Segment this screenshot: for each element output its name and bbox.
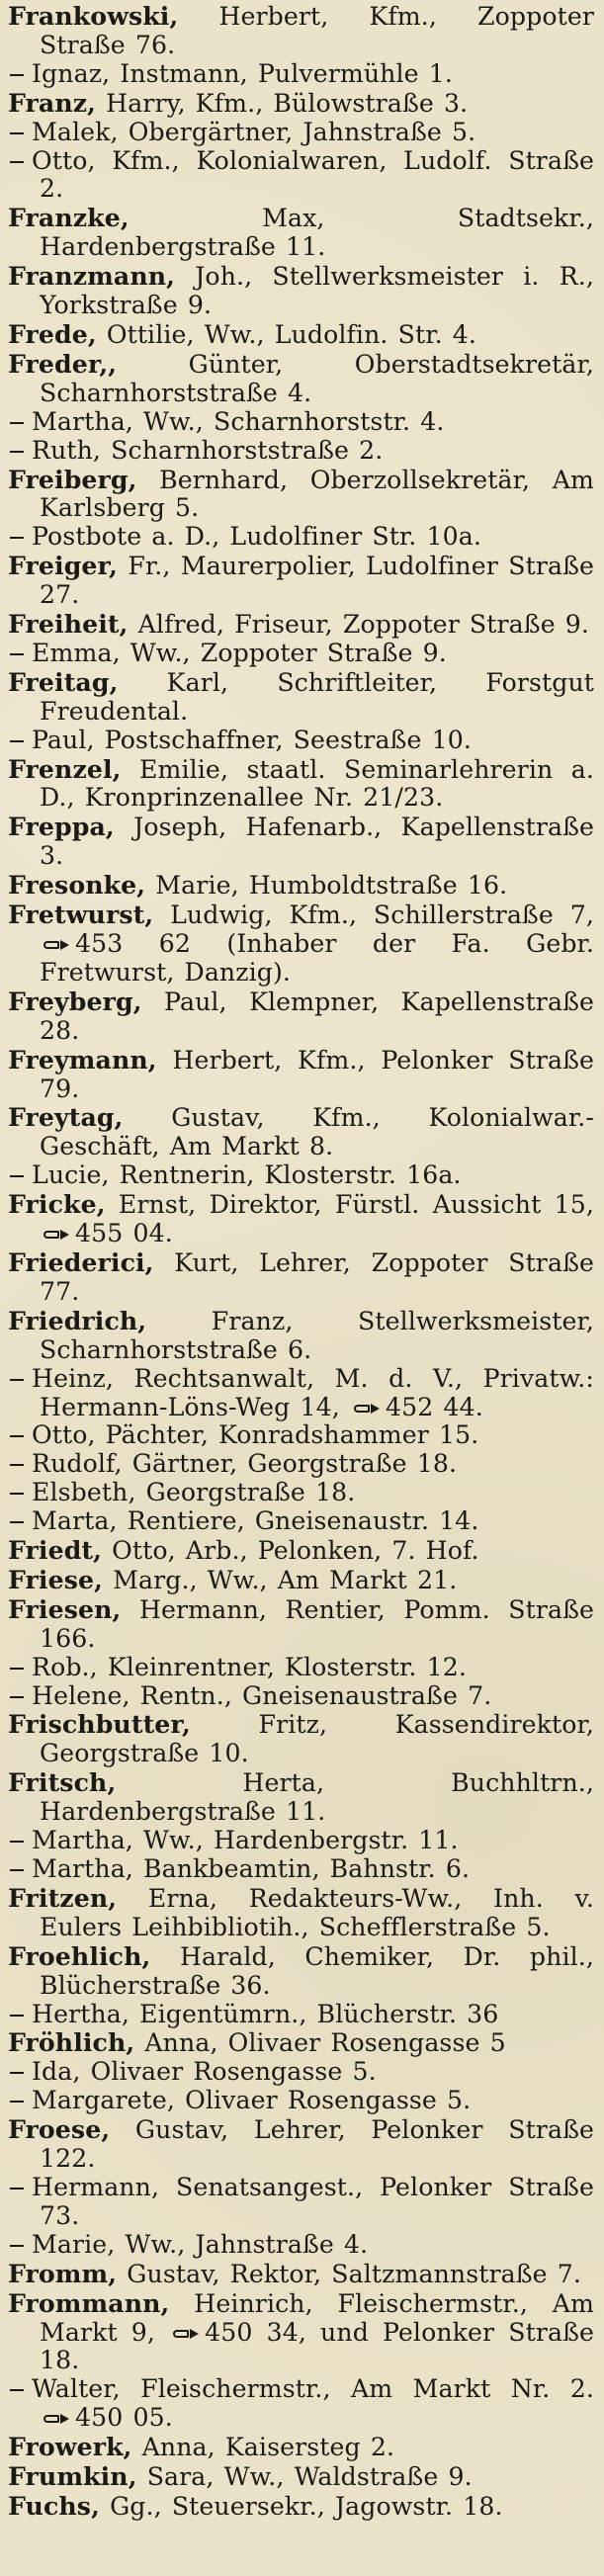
entry-surname: Froese,: [8, 2114, 111, 2145]
directory-entry: [8, 901, 594, 987]
directory-entry: [8, 350, 594, 408]
ditto-dash: [10, 1841, 24, 1843]
entry-surname: Fricke,: [8, 1189, 106, 1220]
entry-details: Hertha, Eigentümrn., Blücherstr. 36: [32, 1999, 499, 2028]
ditto-dash: [10, 2072, 24, 2074]
entry-details: Herta, Buchhltrn., Hardenbergstraße 11.: [40, 1768, 594, 1827]
ditto-dash: [10, 1696, 24, 1698]
entry-details: Walter, Fleischermstr., Am Markt Nr. 2.: [32, 2374, 594, 2404]
directory-entry: [8, 1942, 594, 2001]
directory-entry: [8, 610, 594, 640]
entry-surname: Friedrich,: [8, 1305, 147, 1335]
entry-details: Marie, Ww., Jahnstraße 4.: [32, 2229, 369, 2259]
entry-surname: Frankowski,: [8, 1, 179, 31]
directory-entry: [8, 2001, 594, 2029]
telephone-icon: [354, 1402, 380, 1416]
entry-details: Hermann, Rentier, Pomm. Straße 166.: [40, 1594, 595, 1653]
directory-entry: [8, 1566, 594, 1595]
directory-entry: [8, 408, 594, 437]
directory-entry: [8, 2260, 594, 2289]
ditto-dash: [10, 740, 24, 742]
directory-entry: [8, 1827, 594, 1855]
ditto-dash: [10, 451, 24, 453]
directory-entry: [8, 987, 594, 1046]
entry-details: Sara, Ww., Waldstraße 9.: [146, 2462, 473, 2492]
entry-surname: Frischbutter,: [8, 1709, 191, 1740]
directory-entry: [8, 1710, 594, 1768]
directory-entry: [8, 1595, 594, 1654]
entry-details: Anna, Olivaer Rosengasse 5: [144, 2028, 506, 2058]
directory-entry: [8, 320, 594, 350]
entry-details: Heinz, Rechtsanwalt, M. d. V., Privatw.: Hermann-Löns-Weg 14,: [32, 1363, 594, 1421]
directory-entry: [8, 2231, 594, 2260]
directory-entry: [8, 2028, 594, 2058]
ditto-dash: [10, 2015, 24, 2017]
entry-surname: Freytag,: [8, 1102, 124, 1133]
entry-details: Alfred, Friseur, Zoppoter Straße 9.: [137, 610, 590, 640]
entry-surname: Fritzen,: [8, 1882, 118, 1913]
entry-details: Margarete, Olivaer Rosengasse 5.: [32, 2086, 472, 2115]
telephone-icon: [43, 2412, 69, 2426]
entry-surname: Franzmann,: [8, 261, 176, 292]
telephone-icon: [43, 938, 69, 952]
entry-surname: Frowerk,: [8, 2432, 132, 2462]
entry-details: Marta, Rentiere, Gneisenaustr. 14.: [32, 1506, 479, 1536]
entry-surname: Fromm,: [8, 2258, 118, 2288]
directory-entry: [8, 755, 594, 814]
directory-entry: [8, 2115, 594, 2174]
entry-details: Ruth, Scharnhorststraße 2.: [32, 435, 384, 465]
entry-surname: Fröhlich,: [8, 2027, 135, 2058]
entry-surname: Franz,: [8, 87, 97, 118]
entry-surname: Frede,: [8, 318, 97, 349]
entry-details: Gustav, Rektor, Saltzmannstraße 7.: [127, 2259, 581, 2288]
directory-entry: [8, 1682, 594, 1711]
ditto-dash: [10, 1869, 24, 1871]
entry-details: Karl, Schriftleiter, Forstgut Freudental.: [40, 667, 594, 726]
entry-surname: Fretwurst,: [8, 900, 154, 930]
entry-phone: 450 05.: [75, 2403, 173, 2433]
directory-entry: [8, 1365, 594, 1422]
directory-entry: [8, 727, 594, 755]
entry-surname: Freiger,: [8, 551, 118, 581]
ditto-dash: [10, 1521, 24, 1523]
directory-entry: [8, 1507, 594, 1536]
directory-entry: [8, 2462, 594, 2492]
directory-entry: [8, 1190, 594, 1248]
directory-entry: [8, 2375, 594, 2433]
directory-entry: [8, 1161, 594, 1190]
directory-entry: [8, 1855, 594, 1884]
ditto-dash: [10, 1668, 24, 1670]
entry-details-continued: (Inhaber der Fa. Gebr. Fretwurst, Danzig).: [40, 929, 595, 987]
directory-entry: [8, 89, 594, 119]
ditto-dash: [10, 1435, 24, 1437]
directory-entry: [8, 1450, 594, 1479]
entry-details: Ottilie, Ww., Ludolfin. Str. 4.: [106, 319, 477, 349]
entry-details: Ludwig, Kfm., Schillerstraße 7,: [170, 901, 594, 930]
directory-entry: [8, 668, 594, 727]
directory-entry: [8, 1046, 594, 1104]
entry-details: Martha, Bankbeamtin, Bahnstr. 6.: [32, 1854, 471, 1883]
entry-details: Harald, Chemiker, Dr. phil., Blücherstraße 36.: [40, 1941, 595, 2000]
entry-details: Lucie, Rentnerin, Klosterstr. 16a.: [32, 1160, 462, 1190]
entry-details: Anna, Kaisersteg 2.: [141, 2433, 395, 2462]
entry-details: Hermann, Senatsangest., Pelonker Straße 73.: [32, 2172, 594, 2230]
entry-surname: Frommann,: [8, 2287, 170, 2318]
entry-surname: Freiberg,: [8, 464, 137, 494]
entry-details: Martha, Ww., Hardenbergstr. 11.: [32, 1826, 459, 1855]
directory-entry: [8, 204, 594, 262]
directory-entry: [8, 2, 594, 60]
ditto-dash: [10, 653, 24, 655]
ditto-dash: [10, 74, 24, 76]
entry-details: Elsbeth, Georgstraße 18.: [32, 1478, 356, 1507]
entry-details: Emma, Ww., Zoppoter Straße 9.: [32, 638, 447, 667]
directory-entry: [8, 437, 594, 466]
directory-entry: [8, 640, 594, 668]
directory-entry: [8, 1421, 594, 1450]
entry-details: Otto, Arb., Pelonken, 7. Hof.: [112, 1536, 479, 1566]
entry-surname: Friesen,: [8, 1593, 122, 1624]
entry-surname: Friedt,: [8, 1535, 103, 1566]
entry-details: Ignaz, Instmann, Pulvermühle 1.: [32, 58, 453, 88]
entry-details: Max, Stadtsekr., Hardenbergstraße 11.: [40, 204, 594, 262]
directory-entry: [8, 1103, 594, 1161]
ditto-dash: [10, 2101, 24, 2103]
ditto-dash: [10, 2389, 24, 2391]
entry-details: Marg., Ww., Am Markt 21.: [113, 1565, 458, 1594]
entry-details: Gustav, Lehrer, Pelonker Straße 122.: [40, 2115, 595, 2174]
directory-entry: [8, 552, 594, 610]
entry-details-continued: und Pelonker Straße 18.: [40, 2317, 595, 2375]
entry-phone: 452 44.: [385, 1392, 483, 1421]
directory-entry: [8, 60, 594, 89]
directory-entry: [8, 119, 594, 147]
entry-details: Herbert, Kfm., Zoppoter Straße 76.: [40, 2, 595, 59]
entry-details: Herbert, Kfm., Pelonker Straße 79.: [40, 1045, 595, 1103]
entry-details: Bernhard, Oberzollsekretär, Am Karlsberg 5.: [40, 465, 594, 523]
directory-entry: [8, 1654, 594, 1682]
ditto-dash: [10, 1493, 24, 1495]
entry-surname: Froehlich,: [8, 1940, 151, 1971]
directory-entry: [8, 813, 594, 871]
directory-entry: [8, 1884, 594, 1942]
directory-entry: [8, 147, 594, 205]
directory-entry: [8, 1248, 594, 1307]
entry-details: Malek, Obergärtner, Jahnstraße 5.: [32, 117, 476, 146]
entry-phone: 453 62: [75, 929, 192, 958]
entry-details: Rob., Kleinrentner, Klosterstr. 12.: [32, 1652, 467, 1681]
entry-details: Gg., Steuersekr., Jagowstr. 18.: [110, 2491, 503, 2521]
ditto-dash: [10, 2245, 24, 2247]
entry-details: Helene, Rentn., Gneisenaustraße 7.: [32, 1680, 492, 1710]
ditto-dash: [10, 1175, 24, 1177]
entry-surname: Friese,: [8, 1564, 103, 1594]
entry-surname: Freymann,: [8, 1044, 157, 1074]
directory-entry: [8, 1307, 594, 1365]
ditto-dash: [10, 1464, 24, 1466]
directory-entry: [8, 2492, 594, 2522]
directory-entry: [8, 1479, 594, 1507]
entry-details: Ernst, Direktor, Fürstl. Aussicht 15,: [118, 1190, 595, 1220]
entry-surname: Fuchs,: [8, 2490, 100, 2521]
entry-details: Joh., Stellwerksmeister i. R., Yorkstraße 9.: [40, 262, 595, 320]
entry-details: Paul, Postschaffner, Seestraße 10.: [32, 725, 472, 754]
directory-entry: [8, 2087, 594, 2115]
entry-phone: 450 34,: [205, 2317, 306, 2347]
ditto-dash: [10, 422, 24, 424]
entry-details: Joseph, Hafenarb., Kapellenstraße 3.: [40, 813, 595, 871]
ditto-dash: [10, 537, 24, 539]
entry-details: Fr., Maurerpolier, Ludolfiner Straße 27.: [40, 552, 595, 610]
entry-details: Erna, Redakteurs-Ww., Inh. v. Eulers Leihbibliotih., Schefflerstraße 5.: [40, 1883, 594, 1941]
entry-surname: Fritsch,: [8, 1767, 117, 1798]
entry-details: Martha, Ww., Scharnhorststr. 4.: [32, 406, 445, 436]
telephone-icon: [43, 1228, 69, 1242]
entry-details: Kurt, Lehrer, Zoppoter Straße 77.: [40, 1247, 594, 1306]
directory-entry: [8, 1768, 594, 1827]
directory-entry: [8, 2289, 594, 2376]
entry-surname: Frumkin,: [8, 2461, 137, 2492]
entry-details: Gustav, Kfm., Kolonialwar.-Geschäft, Am Markt 8.: [40, 1103, 594, 1161]
entry-details: Rudolf, Gärtner, Georgstraße 18.: [32, 1449, 458, 1479]
entry-details: Postbote a. D., Ludolfiner Str. 10a.: [32, 522, 481, 552]
directory-entry: [8, 2174, 594, 2231]
entry-details: Paul, Klempner, Kapellenstraße 28.: [40, 987, 594, 1045]
entry-surname: Freder,,: [8, 348, 118, 379]
ditto-dash: [10, 2188, 24, 2190]
entry-surname: Freyberg,: [8, 986, 142, 1016]
entry-surname: Franzke,: [8, 203, 129, 233]
entry-surname: Freppa,: [8, 812, 115, 842]
directory-entry: [8, 466, 594, 524]
entry-details: Emilie, staatl. Seminarlehrerin a. D., Kronprinzenallee Nr. 21/23.: [40, 754, 594, 813]
ditto-dash: [10, 132, 24, 134]
entry-details: Ida, Olivaer Rosengasse 5.: [32, 2057, 377, 2087]
directory-entry: [8, 871, 594, 901]
entry-details: Otto, Pächter, Konradshammer 15.: [32, 1420, 479, 1450]
entry-surname: Frenzel,: [8, 753, 122, 784]
entry-details: Harry, Kfm., Bülowstraße 3.: [106, 88, 469, 118]
directory-entry: [8, 1536, 594, 1566]
entry-details: Franz, Stellwerksmeister, Scharnhorststraße 6.: [40, 1306, 595, 1364]
entry-surname: Fresonke,: [8, 870, 146, 901]
directory-entry: [8, 2433, 594, 2462]
entry-surname: Freiheit,: [8, 609, 129, 640]
entry-phone: 455 04.: [75, 1219, 173, 1248]
directory-entry: [8, 262, 594, 320]
entry-surname: Freitag,: [8, 666, 119, 697]
entry-details: Marie, Humboldtstraße 16.: [155, 871, 508, 901]
directory-entry: [8, 2058, 594, 2087]
directory-entry: [8, 523, 594, 552]
entry-details: Günter, Oberstadtsekretär, Scharnhorststraße 4.: [40, 349, 595, 407]
ditto-dash: [10, 1379, 24, 1381]
entry-details: Heinrich, Fleischermstr., Am Markt 9,: [40, 2288, 595, 2347]
entry-details: Fritz, Kassendirektor, Georgstraße 10.: [40, 1710, 594, 1768]
entry-details: Otto, Kfm., Kolonialwaren, Ludolf. Straße 2.: [32, 145, 594, 204]
entry-surname: Friederici,: [8, 1246, 154, 1277]
telephone-icon: [173, 2327, 199, 2341]
ditto-dash: [10, 161, 24, 163]
